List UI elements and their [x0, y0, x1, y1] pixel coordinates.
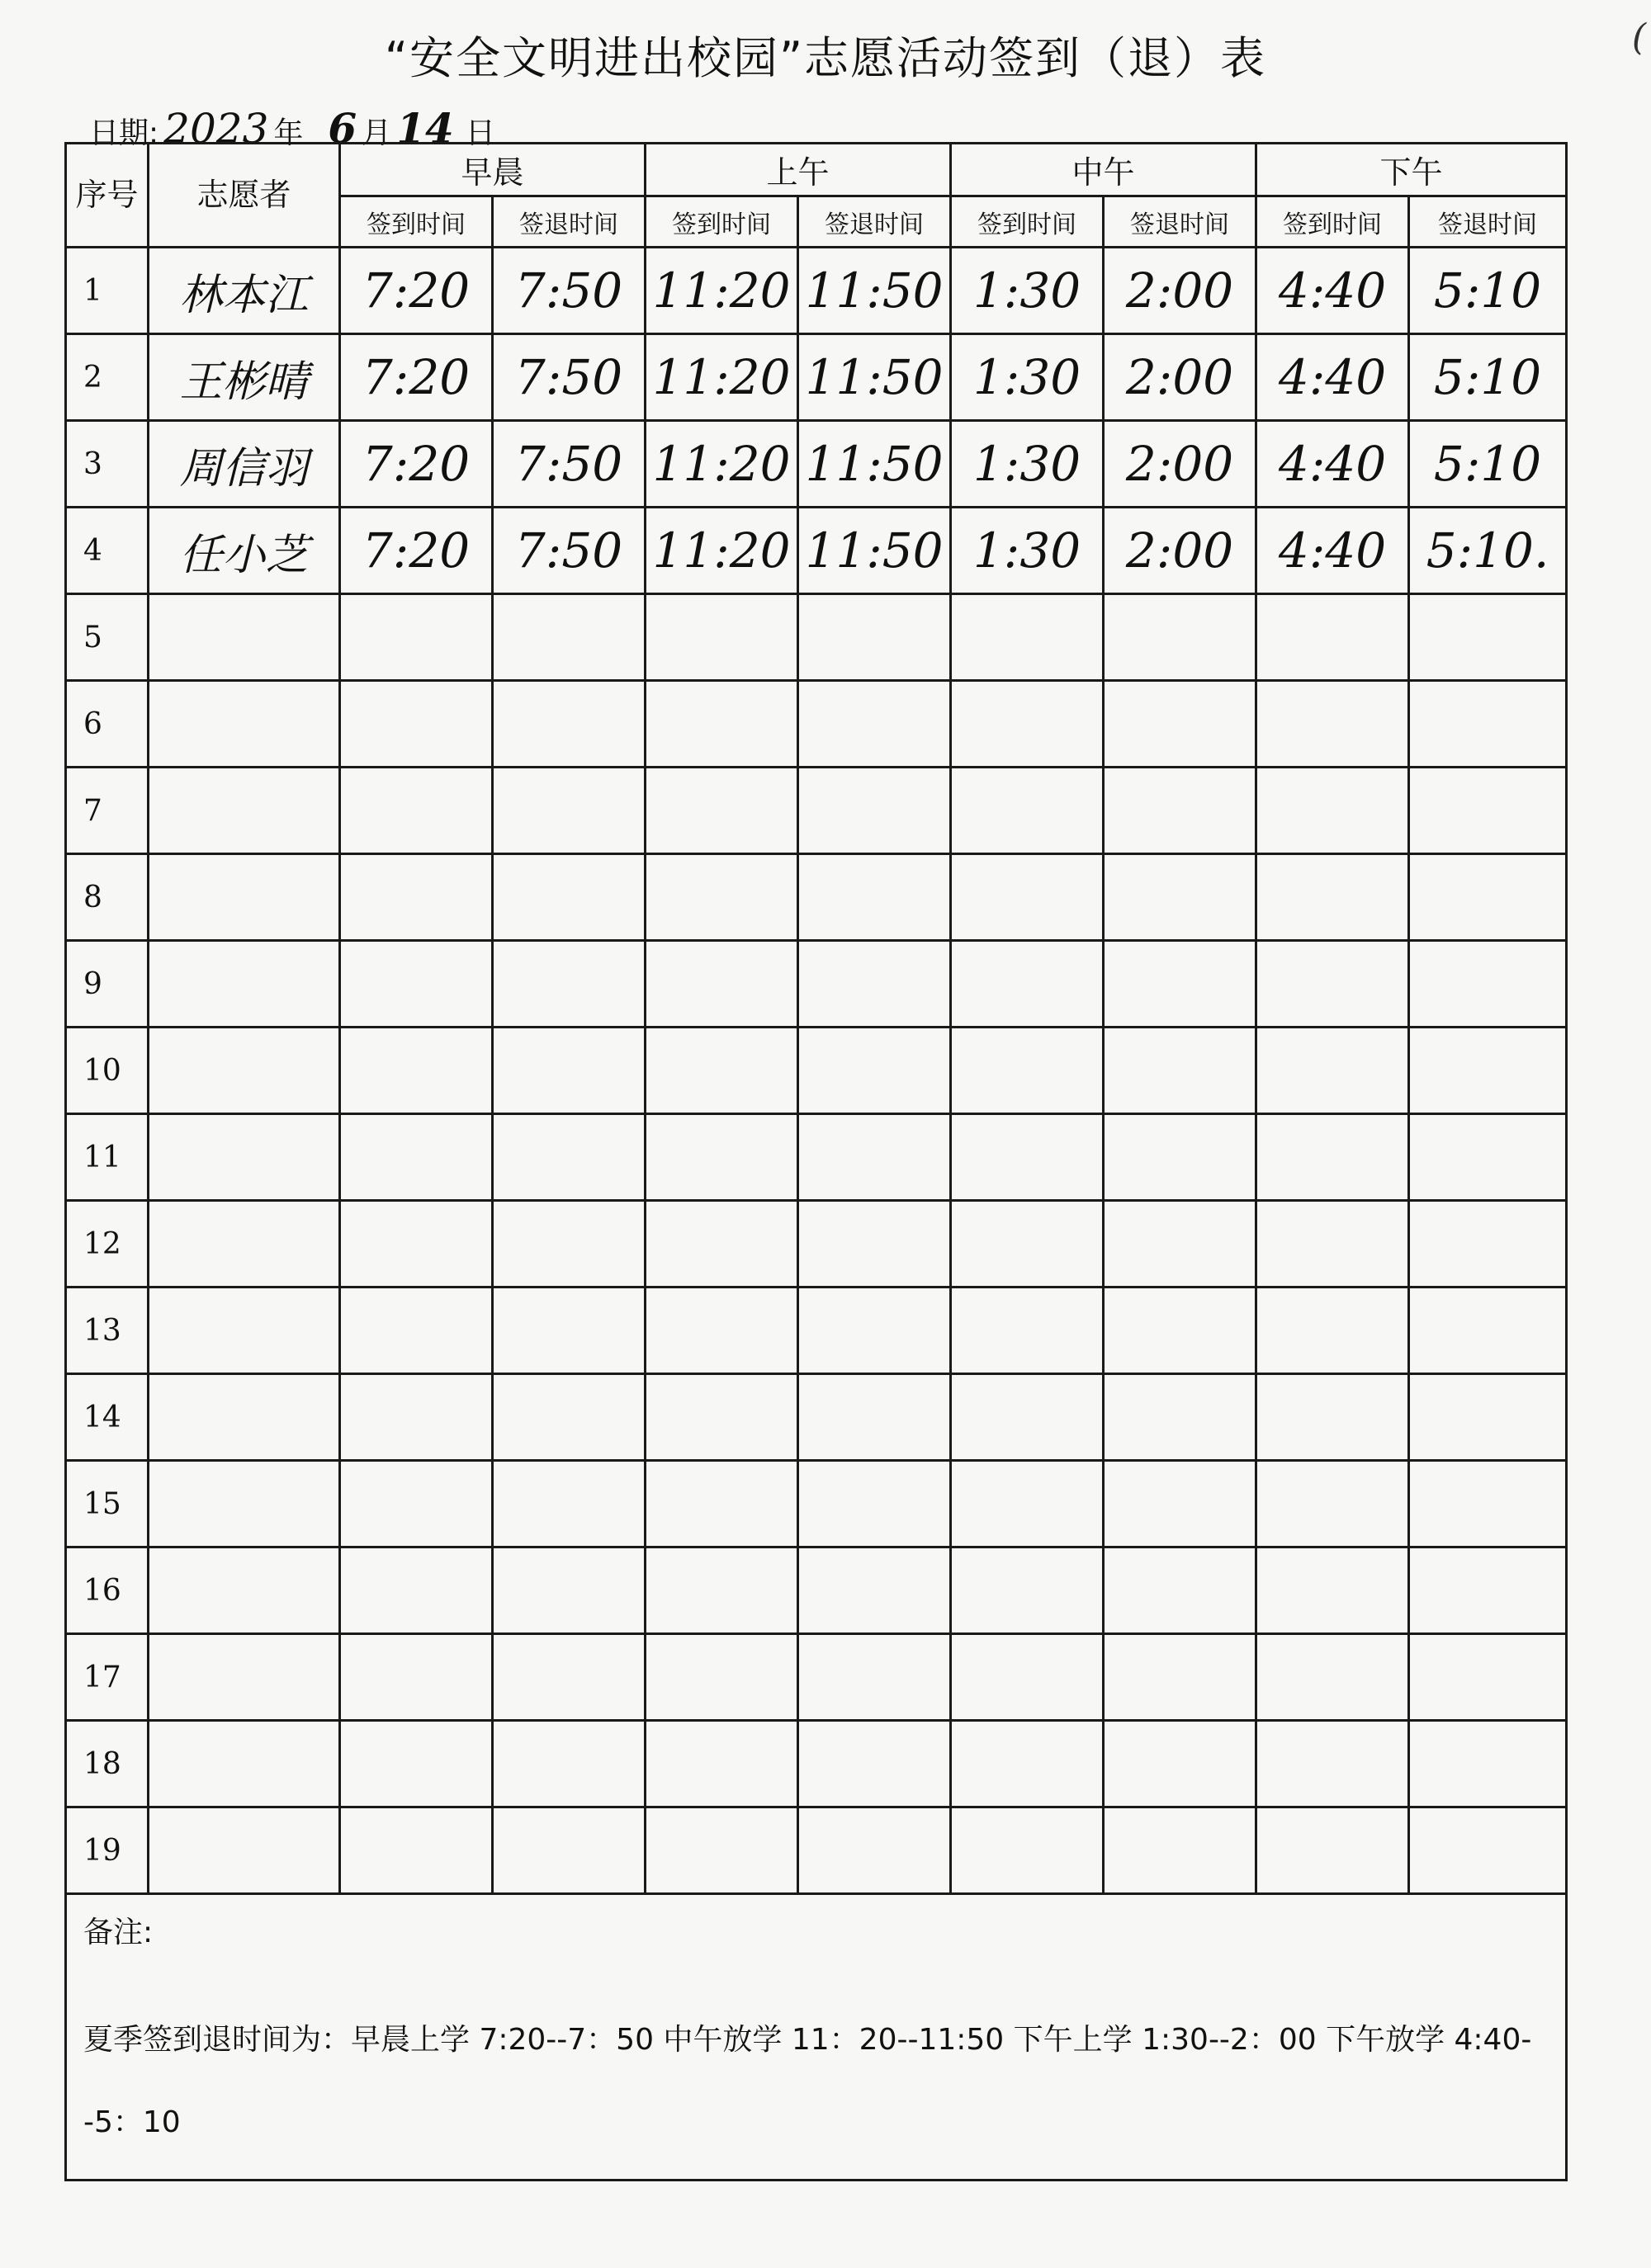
corner-mark: ( — [1631, 17, 1646, 59]
sign-out-time — [1104, 941, 1256, 1028]
sign-in-time — [340, 941, 493, 1028]
row-number: 9 — [66, 941, 149, 1028]
sign-in-time — [1256, 768, 1409, 854]
sign-in-time — [951, 1028, 1104, 1114]
sign-in-time: 4:40 — [1256, 508, 1409, 594]
row-number: 4 — [66, 508, 149, 594]
sign-in-time — [340, 1807, 493, 1894]
table-row — [66, 768, 1567, 854]
sign-out-time — [1409, 1114, 1567, 1201]
sign-in-time — [951, 681, 1104, 768]
sign-out-time — [1104, 1461, 1256, 1547]
sign-in-time: 4:40 — [1256, 421, 1409, 508]
sign-out-time: 7:50 — [493, 248, 646, 334]
sign-in-time — [1256, 1114, 1409, 1201]
sign-in-time — [646, 1547, 798, 1634]
header-period-morning: 早晨 — [340, 144, 646, 196]
volunteer-name — [149, 854, 340, 941]
sign-in-time: 11:20 — [646, 248, 798, 334]
volunteer-name — [149, 1028, 340, 1114]
sign-out-time — [1409, 1807, 1567, 1894]
volunteer-name — [149, 594, 340, 681]
sign-in-time: 7:20 — [340, 508, 493, 594]
sign-out-time — [798, 1547, 951, 1634]
sign-out-time — [493, 768, 646, 854]
row-number: 2 — [66, 334, 149, 421]
sign-in-time — [951, 1374, 1104, 1461]
sign-in-time — [1256, 941, 1409, 1028]
header-sign-in: 签到时间 — [340, 196, 493, 248]
sign-out-time — [798, 1201, 951, 1288]
sign-in-time — [951, 1461, 1104, 1547]
sign-out-time — [1409, 594, 1567, 681]
table-row — [66, 1201, 1567, 1288]
sign-in-time — [951, 1634, 1104, 1721]
sign-out-time — [493, 1634, 646, 1721]
sign-in-time: 1:30 — [951, 421, 1104, 508]
sign-out-time — [1409, 1547, 1567, 1634]
sign-out-time — [493, 1288, 646, 1374]
sign-in-time — [646, 1461, 798, 1547]
sign-in-time — [646, 681, 798, 768]
row-number: 17 — [66, 1634, 149, 1721]
row-number: 8 — [66, 854, 149, 941]
table-row — [66, 421, 1567, 508]
sign-in-time — [340, 1547, 493, 1634]
sign-out-time — [798, 1461, 951, 1547]
sign-out-time — [1409, 1634, 1567, 1721]
sign-out-time — [1409, 768, 1567, 854]
sign-in-time — [951, 1288, 1104, 1374]
table-row — [66, 594, 1567, 681]
table-row — [66, 941, 1567, 1028]
table-row — [66, 1634, 1567, 1721]
volunteer-name — [149, 1721, 340, 1807]
sign-out-time — [493, 1028, 646, 1114]
sign-in-time — [1256, 1461, 1409, 1547]
notes-text: 夏季签到退时间为：早晨上学 7:20--7：50 中午放学 11：20--11:50 下午上学 1:30--2：00 下午放学 4:40--5：10 — [83, 2023, 1532, 2139]
date-day: 14 — [396, 104, 454, 153]
volunteer-name — [149, 768, 340, 854]
header-sign-in: 签到时间 — [1256, 196, 1409, 248]
sign-in-time — [951, 768, 1104, 854]
sign-out-time: 11:50 — [798, 421, 951, 508]
volunteer-name — [149, 1374, 340, 1461]
header-sign-out: 签退时间 — [493, 196, 646, 248]
sign-in-time — [340, 1201, 493, 1288]
sign-out-time — [798, 1374, 951, 1461]
sign-out-time: 11:50 — [798, 508, 951, 594]
sign-in-time — [1256, 1634, 1409, 1721]
sign-out-time — [798, 1721, 951, 1807]
sign-out-time: 2:00 — [1104, 421, 1256, 508]
volunteer-name — [149, 1634, 340, 1721]
sign-in-time — [951, 1201, 1104, 1288]
sign-in-time — [1256, 1028, 1409, 1114]
sign-in-time — [340, 1374, 493, 1461]
sign-out-time — [798, 768, 951, 854]
volunteer-name — [149, 1807, 340, 1894]
row-number: 3 — [66, 421, 149, 508]
sign-out-time — [493, 1201, 646, 1288]
sign-out-time: 7:50 — [493, 334, 646, 421]
sign-in-time — [951, 941, 1104, 1028]
sign-in-time — [646, 1721, 798, 1807]
sign-in-time — [340, 1461, 493, 1547]
sign-in-time — [646, 1634, 798, 1721]
volunteer-name — [149, 1547, 340, 1634]
date-month-unit: 月 — [362, 116, 392, 150]
table-row — [66, 1374, 1567, 1461]
sign-out-time — [798, 1114, 951, 1201]
sheet-title: “安全文明进出校园”志愿活动签到（退）表 — [385, 32, 1266, 84]
date-day-unit: 日 — [465, 116, 495, 150]
sign-in-time — [340, 1721, 493, 1807]
sign-in-time — [646, 941, 798, 1028]
row-number: 18 — [66, 1721, 149, 1807]
notes-cell — [66, 1894, 1567, 2181]
header-period-forenoon: 上午 — [646, 144, 951, 196]
volunteer-name: 周信羽 — [149, 421, 340, 508]
sign-out-time — [1104, 1547, 1256, 1634]
sign-in-time — [646, 1807, 798, 1894]
row-number: 11 — [66, 1114, 149, 1201]
sign-in-time: 11:20 — [646, 421, 798, 508]
sign-out-time — [1409, 681, 1567, 768]
sign-in-time: 1:30 — [951, 508, 1104, 594]
sign-in-time — [340, 854, 493, 941]
sign-out-time — [1104, 1028, 1256, 1114]
sign-in-time — [646, 594, 798, 681]
sign-in-time — [646, 768, 798, 854]
sign-in-time — [340, 1288, 493, 1374]
header-period-afternoon: 下午 — [1256, 144, 1567, 196]
sign-out-time — [493, 941, 646, 1028]
table-row — [66, 1288, 1567, 1374]
sign-in-time — [646, 1288, 798, 1374]
sign-out-time: 5:10. — [1409, 508, 1567, 594]
sign-out-time — [493, 1374, 646, 1461]
row-number: 6 — [66, 681, 149, 768]
table-row — [66, 681, 1567, 768]
sign-out-time — [1104, 1374, 1256, 1461]
header-sign-in: 签到时间 — [646, 196, 798, 248]
table-row — [66, 1461, 1567, 1547]
table-header — [66, 144, 1567, 248]
sign-out-time — [1409, 854, 1567, 941]
header-period-noon: 中午 — [951, 144, 1256, 196]
sign-out-time — [493, 854, 646, 941]
table-row — [66, 1721, 1567, 1807]
row-number: 1 — [66, 248, 149, 334]
volunteer-name — [149, 1114, 340, 1201]
table-row — [66, 1547, 1567, 1634]
row-number: 12 — [66, 1201, 149, 1288]
sign-in-time — [951, 854, 1104, 941]
row-number: 10 — [66, 1028, 149, 1114]
header-sign-in: 签到时间 — [951, 196, 1104, 248]
sign-out-time — [1104, 1288, 1256, 1374]
table-row — [66, 248, 1567, 334]
sign-out-time — [493, 1547, 646, 1634]
volunteer-name — [149, 1201, 340, 1288]
sign-in-time — [951, 1807, 1104, 1894]
table-row — [66, 1807, 1567, 1894]
sign-out-time: 5:10 — [1409, 334, 1567, 421]
date-year-unit: 年 — [273, 116, 304, 150]
table-row — [66, 1028, 1567, 1114]
volunteer-name — [149, 941, 340, 1028]
volunteer-name: 任小芝 — [149, 508, 340, 594]
volunteer-name — [149, 1461, 340, 1547]
sign-in-time: 7:20 — [340, 248, 493, 334]
sign-out-time: 2:00 — [1104, 334, 1256, 421]
sign-in-time — [340, 594, 493, 681]
table-row — [66, 508, 1567, 594]
sign-in-time: 11:20 — [646, 334, 798, 421]
notes-section — [66, 1894, 1567, 2181]
row-number: 15 — [66, 1461, 149, 1547]
sign-out-time — [1104, 854, 1256, 941]
sign-out-time — [1409, 941, 1567, 1028]
sign-out-time: 2:00 — [1104, 248, 1256, 334]
sign-out-time: 7:50 — [493, 508, 646, 594]
sign-in-time — [1256, 854, 1409, 941]
volunteer-name — [149, 681, 340, 768]
attendance-table — [64, 142, 1568, 2181]
sign-out-time — [1104, 1721, 1256, 1807]
sign-out-time — [798, 1634, 951, 1721]
sign-out-time — [798, 854, 951, 941]
sign-in-time: 11:20 — [646, 508, 798, 594]
sign-out-time — [493, 681, 646, 768]
header-sign-out: 签退时间 — [798, 196, 951, 248]
row-number: 19 — [66, 1807, 149, 1894]
sign-out-time — [493, 1114, 646, 1201]
volunteer-name: 王彬晴 — [149, 334, 340, 421]
sign-in-time — [1256, 1374, 1409, 1461]
header-row-periods — [66, 144, 1567, 196]
sign-out-time — [493, 1721, 646, 1807]
sign-out-time — [798, 1288, 951, 1374]
sign-out-time — [1104, 681, 1256, 768]
row-number: 16 — [66, 1547, 149, 1634]
sign-out-time — [1409, 1028, 1567, 1114]
sign-out-time — [493, 594, 646, 681]
sign-out-time: 11:50 — [798, 334, 951, 421]
row-number: 5 — [66, 594, 149, 681]
row-number: 7 — [66, 768, 149, 854]
sign-out-time — [1409, 1721, 1567, 1807]
sign-in-time — [951, 1547, 1104, 1634]
sign-in-time — [951, 594, 1104, 681]
date-month: 6 — [328, 104, 357, 153]
header-no: 序号 — [66, 144, 149, 248]
date-year: 2023 — [163, 105, 269, 153]
sign-out-time — [1104, 1201, 1256, 1288]
table-row — [66, 334, 1567, 421]
sign-in-time: 7:20 — [340, 421, 493, 508]
sign-out-time: 5:10 — [1409, 248, 1567, 334]
sign-out-time — [1104, 1114, 1256, 1201]
notes-label: 备注: — [83, 1916, 154, 1949]
sign-in-time — [340, 1634, 493, 1721]
sign-in-time — [951, 1721, 1104, 1807]
header-sign-out: 签退时间 — [1104, 196, 1256, 248]
table-row — [66, 1114, 1567, 1201]
sign-in-time: 7:20 — [340, 334, 493, 421]
sign-in-time — [1256, 1721, 1409, 1807]
sign-in-time — [1256, 1547, 1409, 1634]
row-number: 13 — [66, 1288, 149, 1374]
volunteer-name — [149, 1288, 340, 1374]
sign-out-time — [493, 1461, 646, 1547]
row-number: 14 — [66, 1374, 149, 1461]
sign-out-time — [798, 941, 951, 1028]
sign-out-time — [1104, 594, 1256, 681]
sign-out-time — [798, 681, 951, 768]
sign-in-time — [1256, 681, 1409, 768]
header-volunteer: 志愿者 — [149, 144, 340, 248]
sign-out-time — [798, 594, 951, 681]
sign-in-time: 4:40 — [1256, 248, 1409, 334]
table-body — [66, 248, 1567, 1894]
sign-in-time — [340, 1028, 493, 1114]
sign-in-time — [340, 681, 493, 768]
sign-out-time — [1409, 1461, 1567, 1547]
volunteer-name: 林本江 — [149, 248, 340, 334]
header-sign-out: 签退时间 — [1409, 196, 1567, 248]
sign-in-time — [340, 1114, 493, 1201]
sign-in-time: 1:30 — [951, 334, 1104, 421]
sign-in-time — [1256, 1807, 1409, 1894]
sign-in-time: 4:40 — [1256, 334, 1409, 421]
sign-out-time: 11:50 — [798, 248, 951, 334]
sign-in-time — [646, 1114, 798, 1201]
sign-in-time — [646, 1201, 798, 1288]
sign-in-time — [951, 1114, 1104, 1201]
sign-out-time: 7:50 — [493, 421, 646, 508]
sign-out-time — [1409, 1201, 1567, 1288]
sign-in-time — [646, 1028, 798, 1114]
sign-in-time — [1256, 594, 1409, 681]
sign-in-time — [1256, 1288, 1409, 1374]
sign-out-time — [1104, 1634, 1256, 1721]
sign-out-time — [798, 1807, 951, 1894]
sign-in-time — [1256, 1201, 1409, 1288]
sign-out-time — [1409, 1288, 1567, 1374]
sign-out-time: 5:10 — [1409, 421, 1567, 508]
sign-in-time: 1:30 — [951, 248, 1104, 334]
date-label: 日期: — [89, 116, 159, 150]
sign-out-time — [798, 1028, 951, 1114]
sign-in-time — [646, 1374, 798, 1461]
sign-out-time: 2:00 — [1104, 508, 1256, 594]
sign-out-time — [493, 1807, 646, 1894]
sign-out-time — [1104, 768, 1256, 854]
table-row — [66, 854, 1567, 941]
sign-in-time — [340, 768, 493, 854]
sign-in-time — [646, 854, 798, 941]
sign-out-time — [1104, 1807, 1256, 1894]
sign-out-time — [1409, 1374, 1567, 1461]
